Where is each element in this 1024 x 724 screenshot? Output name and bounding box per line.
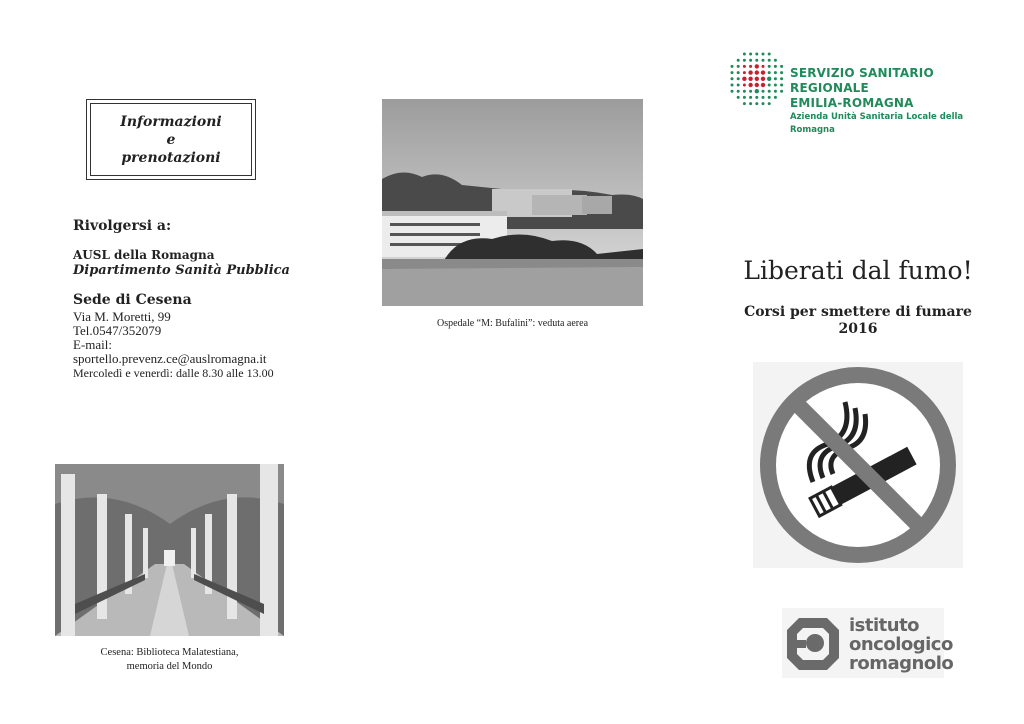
hospital-caption: Ospedale “M: Bufalini”: veduta aerea: [436, 318, 589, 329]
logo-dot: [755, 96, 758, 99]
logo-dot: [755, 64, 759, 68]
ior-logo-line2: oncologico: [849, 634, 953, 655]
logo-dot: [774, 96, 777, 99]
ssr-logo: [726, 48, 996, 135]
logo-dot: [768, 102, 771, 105]
logo-dot: [780, 77, 783, 80]
contact-heading: Rivolgersi a:: [73, 218, 172, 234]
library-caption: [55, 646, 284, 674]
logo-dot: [755, 53, 758, 56]
logo-dot: [774, 77, 777, 80]
logo-dot: [737, 71, 740, 74]
info-box: [86, 99, 256, 180]
logo-dot: [768, 65, 771, 68]
logo-dot: [743, 71, 746, 74]
logo-dot: [743, 102, 746, 105]
info-box-line2: e: [166, 131, 176, 148]
logo-dot: [768, 84, 771, 87]
subtitle-line1: Corsi per smettere di fumare: [744, 304, 972, 320]
logo-dot: [761, 77, 765, 81]
info-box-inner: [90, 103, 252, 176]
address: Via M. Moretti, 99: [73, 309, 171, 324]
logo-dot: [743, 59, 746, 62]
logo-dot: [780, 90, 783, 93]
logo-dot: [743, 96, 746, 99]
logo-dot: [731, 71, 734, 74]
ior-logo: [782, 608, 954, 678]
brochure-subtitle: [720, 304, 996, 338]
logo-dot: [749, 59, 752, 62]
logo-dot: [755, 77, 759, 81]
logo-dot: [761, 70, 765, 74]
logo-dot: [774, 71, 777, 74]
logo-dot: [748, 70, 752, 74]
info-box-line1: Informazioni: [120, 113, 222, 130]
logo-dot: [768, 59, 771, 62]
library-photo: [55, 464, 284, 636]
logo-dot: [767, 77, 771, 81]
logo-dot: [731, 77, 734, 80]
brochure-title: Liberati dal fumo!: [743, 256, 973, 285]
info-box-line3: prenotazioni: [121, 149, 221, 166]
logo-dot: [761, 83, 765, 87]
logo-dot: [737, 77, 740, 80]
logo-dot: [774, 90, 777, 93]
logo-dot: [768, 53, 771, 56]
logo-dot: [780, 65, 783, 68]
phone: Tel.0547/352079: [73, 323, 162, 338]
logo-dot: [774, 65, 777, 68]
logo-dot: [749, 53, 752, 56]
opening-hours: Mercoledì e venerdì: dalle 8.30 alle 13.00: [73, 366, 274, 380]
logo-dot: [748, 83, 752, 87]
logo-dot: [749, 65, 752, 68]
logo-dot: [743, 84, 746, 87]
office-heading: Sede di Cesena: [73, 292, 192, 308]
logo-dot: [762, 102, 765, 105]
ssr-logo-text: [790, 66, 996, 137]
logo-dot: [755, 59, 758, 62]
logo-dot: [762, 59, 765, 62]
logo-dot: [755, 70, 759, 74]
logo-dot: [762, 96, 765, 99]
email-label: E-mail:: [73, 337, 112, 352]
ior-logo-line3: romagnolo: [849, 653, 954, 674]
logo-dot: [737, 59, 740, 62]
ior-logo-text: [849, 616, 953, 673]
library-caption-line2: memoria del Mondo: [126, 661, 213, 672]
ior-mark-icon: [785, 616, 841, 672]
logo-dot: [737, 84, 740, 87]
logo-dot: [755, 102, 758, 105]
logo-dot: [743, 53, 746, 56]
logo-dot: [749, 90, 752, 93]
logo-dot: [743, 65, 746, 68]
logo-dot: [780, 84, 783, 87]
logo-dot: [768, 90, 771, 93]
library-caption-line1: Cesena: Biblioteca Malatestiana,: [100, 647, 239, 658]
email-link[interactable]: sportello.prevenz.ce@auslromagna.it: [73, 351, 267, 366]
library-interior-image: [55, 464, 284, 636]
logo-dot: [762, 53, 765, 56]
logo-dot: [755, 83, 759, 87]
logo-dot: [731, 84, 734, 87]
ssr-dot-grid-icon: [726, 48, 786, 110]
logo-dot: [737, 96, 740, 99]
logo-dot: [742, 77, 746, 81]
organization-name: AUSL della Romagna: [73, 248, 215, 262]
logo-dot: [731, 90, 734, 93]
logo-dot: [762, 90, 765, 93]
logo-dot: [737, 65, 740, 68]
logo-dot: [768, 96, 771, 99]
no-smoking-sign: [753, 362, 963, 568]
subtitle-year: 2016: [838, 321, 878, 337]
logo-dot: [762, 65, 765, 68]
hospital-aerial-image: [382, 99, 643, 306]
logo-dot: [731, 65, 734, 68]
department-name: Dipartimento Sanità Pubblica: [73, 263, 290, 278]
logo-dot: [774, 59, 777, 62]
logo-dot: [749, 102, 752, 105]
logo-dot: [774, 84, 777, 87]
ssr-logo-line1: SERVIZIO SANITARIO REGIONALE: [790, 66, 934, 95]
logo-dot: [780, 71, 783, 74]
logo-dot: [749, 96, 752, 99]
logo-dot: [748, 77, 752, 81]
ior-logo-line1: istituto: [849, 615, 920, 636]
no-smoking-icon: [753, 362, 963, 568]
ssr-logo-line2: EMILIA-ROMAGNA: [790, 96, 914, 110]
logo-dot: [737, 90, 740, 93]
ssr-logo-line3: Azienda Unità Sanitaria Locale della Romagna: [790, 112, 964, 135]
logo-dot: [755, 89, 759, 93]
logo-dot: [768, 71, 771, 74]
logo-dot: [743, 90, 746, 93]
hospital-photo: [382, 99, 643, 306]
